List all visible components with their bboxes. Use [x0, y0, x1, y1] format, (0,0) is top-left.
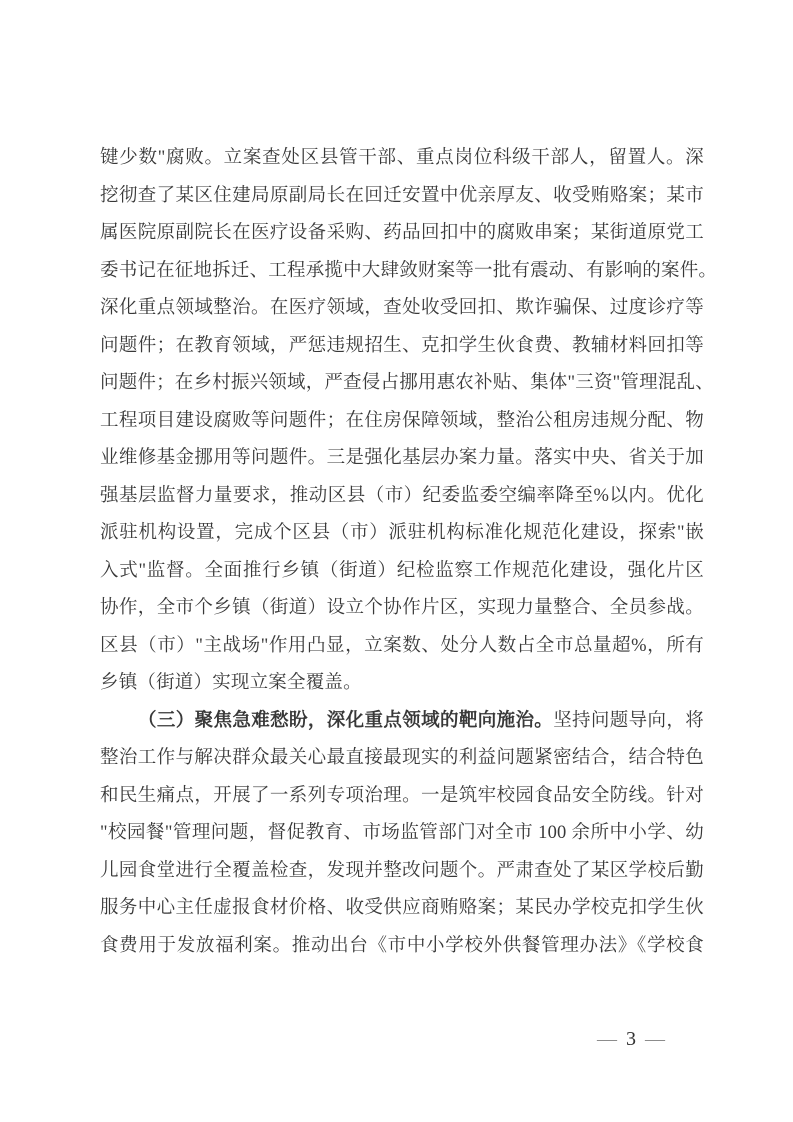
text-line: 儿园食堂进行全覆盖检查，发现并整改问题个。严肃查处了某区学校后勤 — [100, 860, 704, 881]
text-line: 委书记在征地拆迁、工程承揽中大肆敛财案等一批有震动、有影响的案件。 — [100, 260, 718, 281]
text-line: 深化重点领域整治。在医疗领域，查处收受回扣、欺诈骗保、过度诊疗等 — [100, 298, 704, 318]
page-number-dash-left: — — [597, 1028, 617, 1050]
text-line: 问题件；在乡村振兴领域，严查侵占挪用惠农补贴、集体"三资"管理混乱、 — [100, 373, 714, 393]
page-number-value: 3 — [626, 1028, 636, 1050]
text-line: 整治工作与解决群众最关心最直接最现实的利益问题紧密结合，结合特色 — [100, 748, 704, 768]
text-line: 强基层监督力量要求，推动区县（市）纪委监委空编率降至%以内。优化 — [100, 485, 704, 506]
text-line: 服务中心主任虚报食材价格、收受供应商贿赂案；某民办学校克扣学生伙 — [100, 898, 704, 918]
text-line: 协作，全市个乡镇（街道）设立个协作片区，实现力量整合、全员参战。 — [100, 598, 704, 618]
page-number-dash-right: — — [645, 1028, 665, 1050]
text-line: 区县（市）"主战场"作用凸显，立案数、处分人数占全市总量超%，所有 — [100, 635, 704, 656]
text-line: "校园餐"管理问题，督促教育、市场监管部门对全市 100 余所中小学、幼 — [100, 823, 704, 843]
text-line: 属医院原副院长在医疗设备采购、药品回扣中的腐败串案；某街道原党工 — [100, 223, 704, 243]
text-line: 食费用于发放福利案。推动出台《市中小学校外供餐管理办法》《学校食 — [100, 935, 704, 956]
text-run: 坚持问题导向，将 — [553, 710, 704, 731]
text-line: 业维修基金挪用等问题件。三是强化基层办案力量。落实中央、省关于加 — [100, 448, 704, 468]
section-heading: （三）聚焦急难愁盼，深化重点领域的靶向施治。 — [138, 710, 554, 731]
text-line: 挖彻查了某区住建局原副局长在回迁安置中优亲厚友、收受贿赂案；某市 — [100, 185, 704, 206]
text-line: 乡镇（街道）实现立案全覆盖。 — [100, 673, 362, 693]
text-line: 和民生痛点，开展了一系列专项治理。一是筑牢校园食品安全防线。针对 — [100, 785, 704, 806]
section-heading-line — [100, 703, 704, 741]
text-line: 派驻机构设置，完成个区县（市）派驻机构标准化规范化建设，探索"嵌 — [100, 523, 704, 543]
document-body — [100, 140, 718, 965]
text-line: 工程项目建设腐败等问题件；在住房保障领域，整治公租房违规分配、物 — [100, 410, 704, 431]
text-line: 键少数"腐败。立案查处区县管干部、重点岗位科级干部人，留置人。深 — [100, 148, 704, 168]
page-number — [597, 1028, 665, 1051]
text-line: 问题件；在教育领域，严惩违规招生、克扣学生伙食费、教辅材料回扣等 — [100, 335, 704, 356]
text-line: 入式"监督。全面推行乡镇（街道）纪检监察工作规范化建设，强化片区 — [100, 560, 704, 581]
